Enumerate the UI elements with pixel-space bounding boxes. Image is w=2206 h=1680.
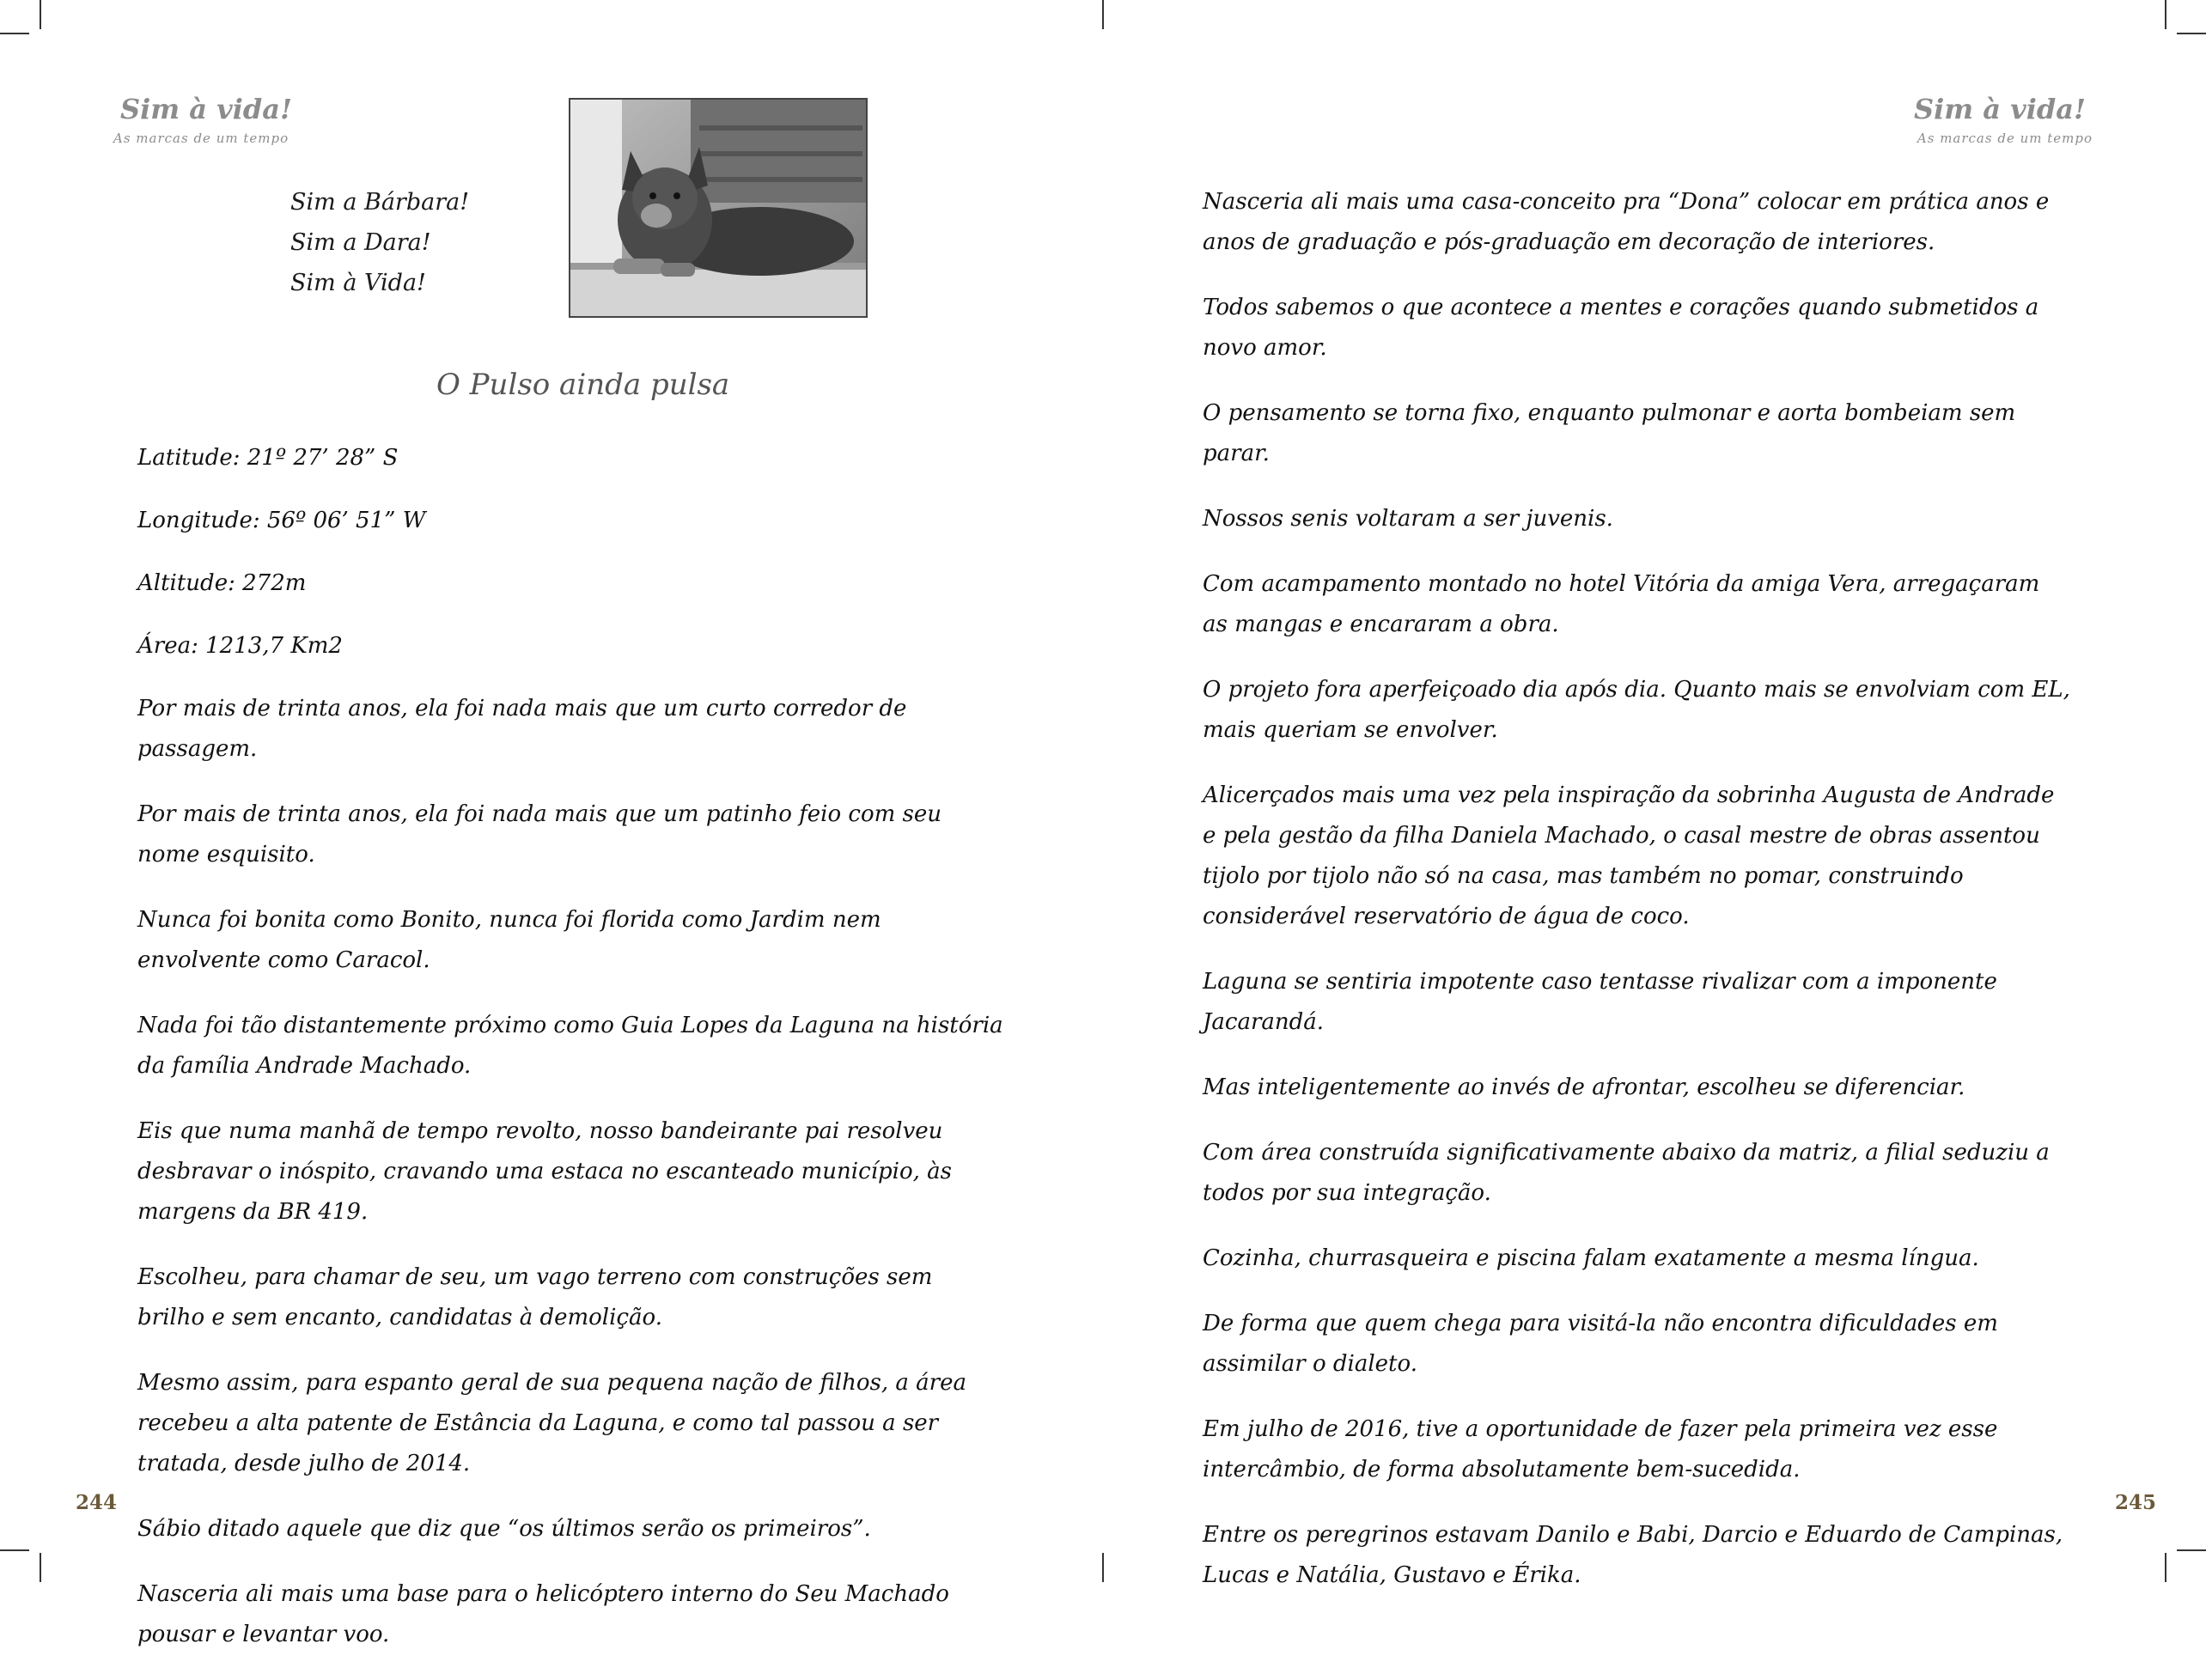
header-subtitle: As marcas de um tempo (113, 131, 289, 146)
dog-photo-image (570, 100, 866, 316)
section-title: O Pulso ainda pulsa (436, 368, 730, 402)
paragraph: Escolheu, para chamar de seu, um vago terreno com construções sem brilho e sem encanto, candidatas à demolição. (137, 1264, 933, 1330)
header-title: Sim à vida! (1913, 93, 2086, 125)
right-body-text (1203, 182, 2070, 1621)
paragraph: Entre os peregrinos estavam Danilo e Babi, Darcio e Eduardo de Campinas, Lucas e Natália, Gustavo e Érika. (1203, 1522, 2063, 1588)
paragraph: Nossos senis voltaram a ser juvenis. (1203, 506, 1613, 532)
paragraph: Por mais de trinta anos, ela foi nada mais que um curto corredor de passagem. (137, 696, 907, 762)
paragraph: Nasceria ali mais uma base para o helicóptero interno do Seu Machado pousar e levantar voo. (137, 1581, 949, 1647)
paragraph: Mesmo assim, para espanto geral de sua pequena nação de filhos, a área recebeu a alta patente de Estância da Laguna, e como tal passou a ser tratada, desde julho de 2014. (137, 1370, 966, 1476)
poem (290, 182, 469, 303)
paragraph: Nada foi tão distantemente próximo como Guia Lopes da Laguna na história da família Andrade Machado. (137, 1013, 1003, 1079)
paragraph: Altitude: 272m (137, 570, 307, 596)
paragraph: Com área construída significativamente abaixo da matriz, a filial seduziu a todos por sua integração. (1203, 1140, 2050, 1206)
paragraph: O pensamento se torna fixo, enquanto pulmonar e aorta bombeiam sem parar. (1203, 400, 2016, 466)
header-subtitle: As marcas de um tempo (1917, 131, 2093, 146)
paragraph: O projeto fora aperfeiçoado dia após dia. Quanto mais se envolviam com EL, mais queriam se envolver. (1203, 677, 2070, 743)
right-page (1103, 0, 2206, 1588)
left-page (0, 0, 1103, 1647)
paragraph: De forma que quem chega para visitá-la não encontra dificuldades em assimilar o dialeto. (1203, 1311, 1998, 1377)
paragraph: Nunca foi bonita como Bonito, nunca foi florida como Jardim nem envolvente como Caracol. (137, 907, 881, 973)
poem-line: Sim à Vida! (290, 270, 426, 296)
header-title: Sim à vida! (120, 93, 293, 125)
paragraph: Cozinha, churrasqueira e piscina falam exatamente a mesma língua. (1203, 1245, 1979, 1271)
paragraph: Latitude: 21º 27’ 28” S (137, 445, 399, 471)
paragraph: Nasceria ali mais uma casa-conceito pra “Dona” colocar em prática anos e anos de graduação e pós-graduação em decoração de interiores. (1203, 189, 2050, 255)
paragraph: Área: 1213,7 Km2 (137, 633, 343, 659)
page-number: 245 (2114, 1491, 2156, 1514)
paragraph: Alicerçados mais uma vez pela inspiração da sobrinha Augusta de Andrade e pela gestão da filha Daniela Machado, o casal mestre de obras assentou tijolo por tijolo não só na casa, mas também no pomar, construindo considerável reservatório de água de coco. (1203, 782, 2055, 929)
paragraph: Mas inteligentemente ao invés de afrontar, escolheu se diferenciar. (1203, 1074, 1965, 1100)
paragraph: Eis que numa manhã de tempo revolto, nosso bandeirante pai resolveu desbravar o inóspito, cravando uma estaca no escanteado município, às margens da BR 419. (137, 1118, 952, 1225)
paragraph: Todos sabemos o que acontece a mentes e corações quando submetidos a novo amor. (1203, 295, 2039, 361)
paragraph: Por mais de trinta anos, ela foi nada mais que um patinho feio com seu nome esquisito. (137, 801, 942, 867)
left-body-text (137, 438, 1005, 1680)
paragraph: Sábio ditado aquele que diz que “os últimos serão os primeiros”. (137, 1516, 871, 1542)
page-number: 244 (76, 1491, 118, 1514)
paragraph: Laguna se sentiria impotente caso tentasse rivalizar com a imponente Jacarandá. (1203, 969, 1997, 1035)
poem-line: Sim a Bárbara! (290, 189, 470, 216)
paragraph: Com acampamento montado no hotel Vitória da amiga Vera, arregaçaram as mangas e encararam a obra. (1203, 571, 2040, 637)
dog-photo (569, 98, 868, 318)
paragraph: Longitude: 56º 06’ 51” W (137, 508, 426, 533)
paragraph: Em julho de 2016, tive a oportunidade de fazer pela primeira vez esse intercâmbio, de forma absolutamente bem-sucedida. (1203, 1416, 1998, 1482)
poem-line: Sim a Dara! (290, 229, 431, 256)
